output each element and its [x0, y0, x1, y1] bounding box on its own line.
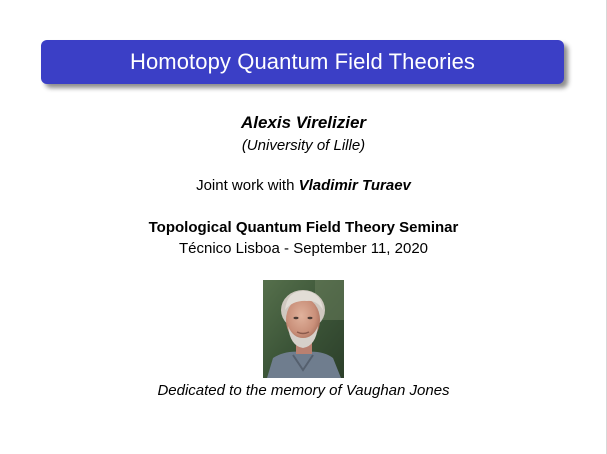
- slide-title: Homotopy Quantum Field Theories: [129, 49, 476, 74]
- title-bar: [41, 40, 564, 84]
- seminar-title: Topological Quantum Field Theory Seminar: [148, 219, 459, 236]
- venue-date: Técnico Lisboa - September 11, 2020: [178, 240, 429, 257]
- author-affiliation: (University of Lille): [241, 137, 366, 154]
- joint-work-line: [0, 177, 607, 194]
- portrait-photo: [263, 280, 344, 378]
- joint-work-prefix: Joint work with: [196, 177, 299, 194]
- dedication-line: Dedicated to the memory of Vaughan Jones: [157, 382, 450, 399]
- author-name: Alexis Virelizier: [240, 113, 367, 132]
- portrait-image: [263, 280, 344, 378]
- coauthor-name: Vladimir Turaev: [298, 177, 411, 194]
